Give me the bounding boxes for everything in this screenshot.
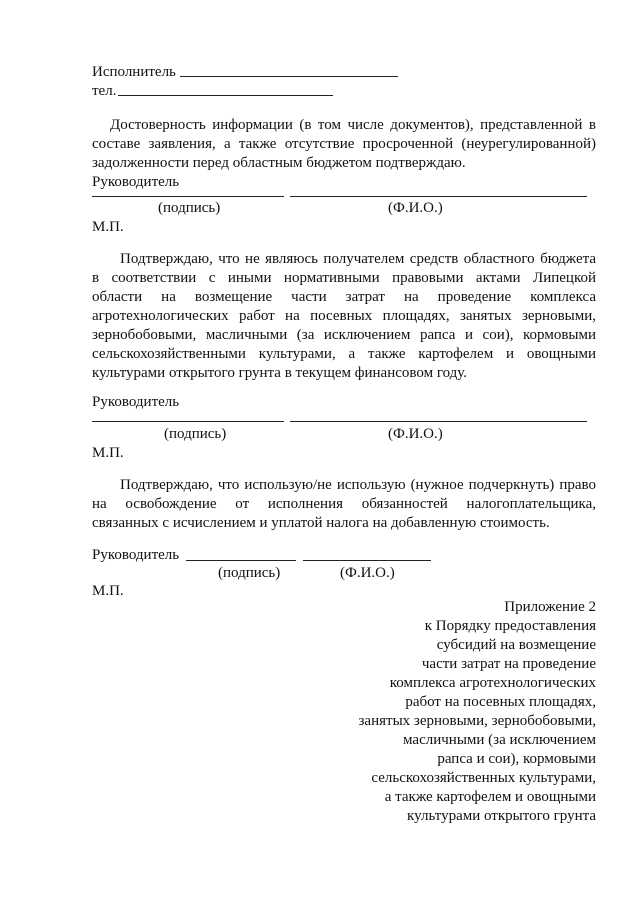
block2-name-line xyxy=(290,421,587,422)
block1-name-line xyxy=(290,196,587,197)
block2-line-3: области на возмещение части затрат на проведение комплекса xyxy=(92,289,596,305)
block2-head-label: Руководитель xyxy=(92,394,180,410)
block2-line-1: Подтверждаю, что не являюсь получателем средств областного бюджета xyxy=(120,251,596,267)
appendix-line-9: рапса и сои), кормовыми xyxy=(437,751,596,767)
block3-name-caption: (Ф.И.О.) xyxy=(340,565,395,581)
block1-line-2: составе заявления, а также отсутствие просроченной (неурегулированной) xyxy=(92,136,596,152)
appendix-line-3: субсидий на возмещение xyxy=(436,637,596,653)
block1-signature-caption: (подпись) xyxy=(158,200,221,216)
block3-signature-line xyxy=(186,560,296,561)
appendix-line-2: к Порядку предоставления xyxy=(424,618,596,634)
appendix-line-5: комплекса агротехнологических xyxy=(389,675,596,691)
appendix-line-6: работ на посевных площадях, xyxy=(405,694,596,710)
block2-line-7: культурами открытого грунта в текущем финансовом году. xyxy=(92,365,468,381)
block3-line-3: связанных с исчислением и уплатой налога на добавленную стоимость. xyxy=(92,515,550,531)
block3-line-2: на освобождение от исполнения обязанностей налогоплательщика, xyxy=(92,496,596,512)
block1-name-caption: (Ф.И.О.) xyxy=(388,200,443,216)
block2-name-caption: (Ф.И.О.) xyxy=(388,426,443,442)
appendix-line-10: сельскохозяйственных культурами, xyxy=(371,770,596,786)
block2-line-5: зернобобовыми, масличными (за исключением рапса и сои), кормовыми xyxy=(92,327,596,343)
block1-line-3: задолженности перед областным бюджетом подтверждаю. xyxy=(92,155,466,171)
block1-stamp: М.П. xyxy=(92,219,124,235)
executor-label: Исполнитель xyxy=(92,64,176,80)
appendix-line-11: а также картофелем и овощными xyxy=(384,789,596,805)
block1-head-label: Руководитель xyxy=(92,174,180,190)
block1-line-1: Достоверность информации (в том числе документов), представленной в xyxy=(110,117,596,133)
block2-line-4: агротехнологических работ на посевных площадях, занятых зерновыми, xyxy=(92,308,596,324)
block2-line-6: сельскохозяйственными культурами, а также картофелем и овощными xyxy=(92,346,596,362)
block2-stamp: М.П. xyxy=(92,445,124,461)
block3-name-line xyxy=(303,560,431,561)
appendix-line-12: культурами открытого грунта xyxy=(407,808,596,824)
block3-signature-caption: (подпись) xyxy=(218,565,281,581)
block3-head-label: Руководитель xyxy=(92,547,180,563)
executor-line xyxy=(180,76,398,77)
block3-stamp: М.П. xyxy=(92,583,124,599)
appendix-line-8: масличными (за исключением xyxy=(403,732,596,748)
block3-line-1: Подтверждаю, что использую/не использую (нужное подчеркнуть) право xyxy=(120,477,596,493)
phone-label: тел. xyxy=(92,83,117,99)
block2-line-2: в соответствии с иными нормативными правовыми актами Липецкой xyxy=(92,270,596,286)
block1-signature-line xyxy=(92,196,284,197)
appendix-line-1: Приложение 2 xyxy=(504,599,596,615)
appendix-line-7: занятых зерновыми, зернобобовыми, xyxy=(358,713,596,729)
block2-signature-line xyxy=(92,421,284,422)
appendix-line-4: части затрат на проведение xyxy=(421,656,596,672)
block2-signature-caption: (подпись) xyxy=(164,426,227,442)
phone-line xyxy=(118,95,333,96)
